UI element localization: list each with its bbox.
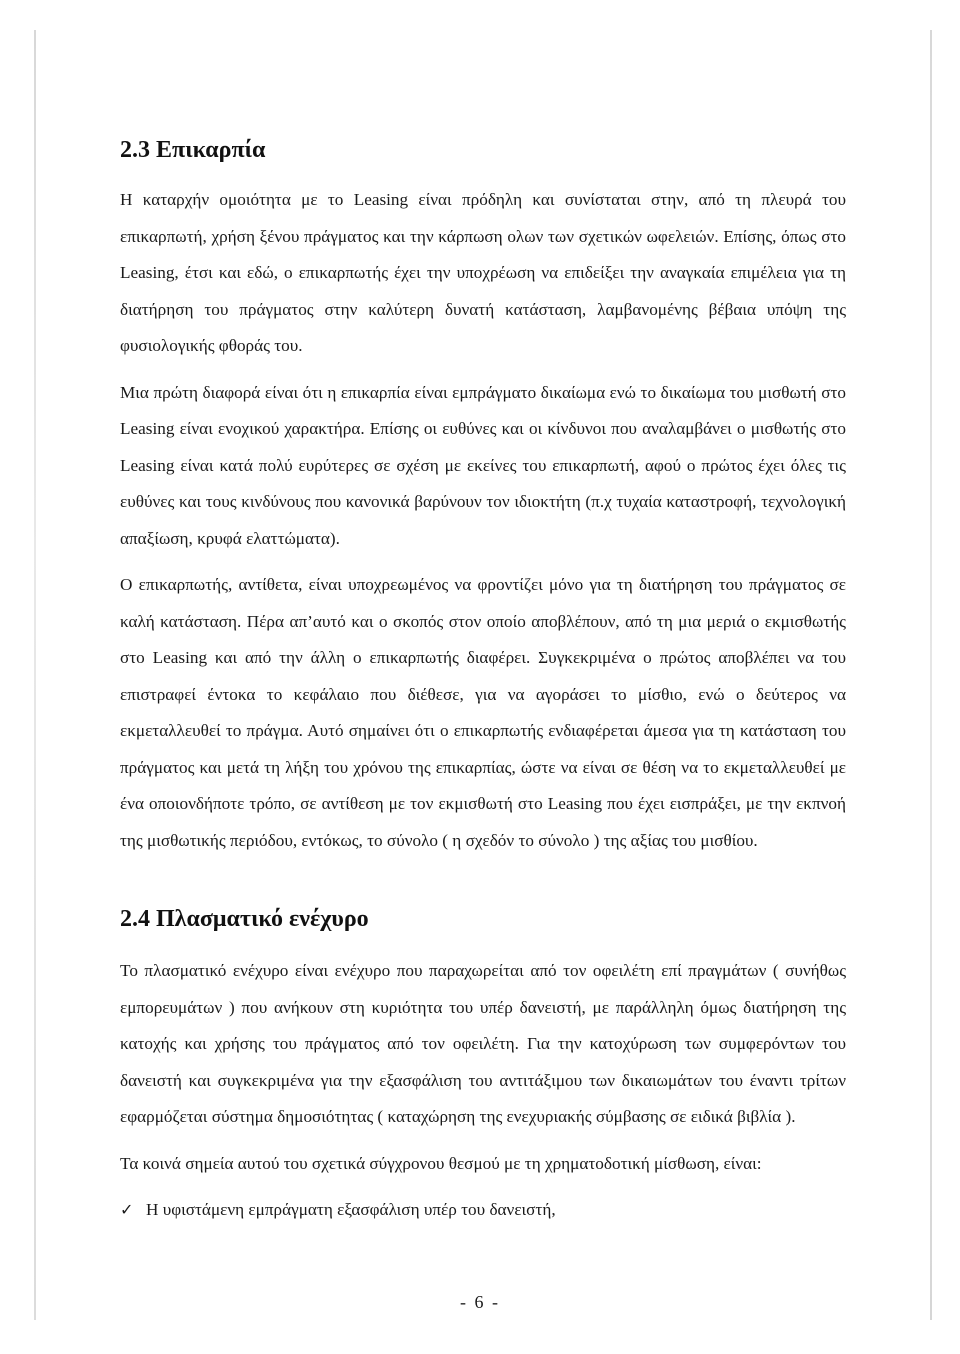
page-content (120, 130, 846, 1229)
section-heading-epikarpia: 2.3 Επικαρπία (120, 137, 266, 163)
checklist (120, 1192, 846, 1229)
section-heading-plasmatiko-enexyro: 2.4 Πλασματικό ενέχυρο (120, 906, 369, 932)
scan-edge-left (34, 30, 36, 1320)
paragraph: Η καταρχήν ομοιότητα με το Leasing είναι πρόδηλη και συνίσταται στην, από τη πλευρά του επικαρπωτή, χρήση ξένου πράγματος και την κάρπωση ολων των σχετικών ωφελειών. Επίσης, όπως στο Leasing, έτσι και εδώ, ο επικαρπωτής έχει την υποχρέωση να επιδείξει την αναγκαία επιμέλεια για τη διατήρηση του πράγματος στην καλύτερη δυνατή κατάσταση, λαμβανομένης βέβαια υπόψη της φυσιολογικής φθοράς του. (120, 190, 846, 355)
list-item (120, 1192, 846, 1229)
paragraph: Ο επικαρπωτής, αντίθετα, είναι υποχρεωμένος να φροντίζει μόνο για τη διατήρηση του πράγματος σε καλή κατάσταση. Πέρα απ’αυτό και ο σκοπός στον οποίο αποβλέπουν, από τη μια μεριά ο εκμισθωτής στο Leasing και από την άλλη ο επικαρπωτής διαφέρει. Συγκεκριμένα ο πρώτος αποβλέπει να του επιστραφεί έντοκα το κεφάλαιο που διέθεσε, για να αγοράσει το μίσθιο, ενώ ο δεύτερος να εκμεταλλευθεί το πράγμα. Αυτό σημαίνει ότι ο επικαρπωτής ενδιαφέρεται άμεσα για τη κατάσταση του πράγματος και μετά τη λήξη του χρόνου της επικαρπίας, ώστε να είναι σε θέση να το εκμεταλλευθεί με ένα οποιονδήποτε τρόπο, σε αντίθεση με τον εκμισθωτή στο Leasing που έχει εισπράξει, με την εκπνοή της μισθωτικής περιόδου, εντόκως, το σύνολο ( η σχεδόν το σύνολο ) της αξίας του μισθίου. (120, 575, 846, 850)
page-number: - 6 - (460, 1292, 500, 1312)
list-item-text: Η υφιστάμενη εμπράγματη εξασφάλιση υπέρ του δανειστή, (146, 1200, 556, 1219)
scan-edge-right (930, 30, 932, 1320)
check-icon: ✓ (120, 1200, 134, 1219)
paragraph: Μια πρώτη διαφορά είναι ότι η επικαρπία είναι εμπράγματο δικαίωμα ενώ το δικαίωμα του μισθωτή στο Leasing είναι ενοχικού χαρακτήρα. Επίσης οι ευθύνες και οι κίνδυνοι που αναλαμβάνει ο μισθωτής στο Leasing είναι κατά πολύ ευρύτερες σε σχέση με εκείνες του επικαρπωτή, αφού ο πρώτος έχει όλες τις ευθύνες και τους κινδύνους που κανονικά βαρύνουν τον ιδιοκτήτη (π.χ τυχαία καταστροφή, τεχνολογική απαξίωση, κρυφά ελαττώματα). (120, 382, 846, 548)
paragraph: Το πλασματικό ενέχυρο είναι ενέχυρο που παραχωρείται από τον οφειλέτη επί πραγμάτων ( συνήθως εμπορευμάτων ) που ανήκουν στη κυριότητα του υπέρ δανειστή, με παράλληλη όμως διατήρηση της κατοχής και χρήσης του πράγματος από τον οφειλέτη. Για την κατοχύρωση των συμφερόντων του δανειστή και συγκεκριμένα για την εξασφάλιση του αντιτάξιμου των δικαιωμάτων του έναντι τρίτων εφαρμόζεται σύστημα δημοσιότητας ( καταχώρηση της ενεχυριακής σύμβασης σε ειδικά βιβλία ). (120, 961, 846, 1126)
paragraph: Τα κοινά σημεία αυτού του σχετικά σύγχρονου θεσμού με τη χρηματοδοτική μίσθωση, είναι: (120, 1153, 762, 1173)
